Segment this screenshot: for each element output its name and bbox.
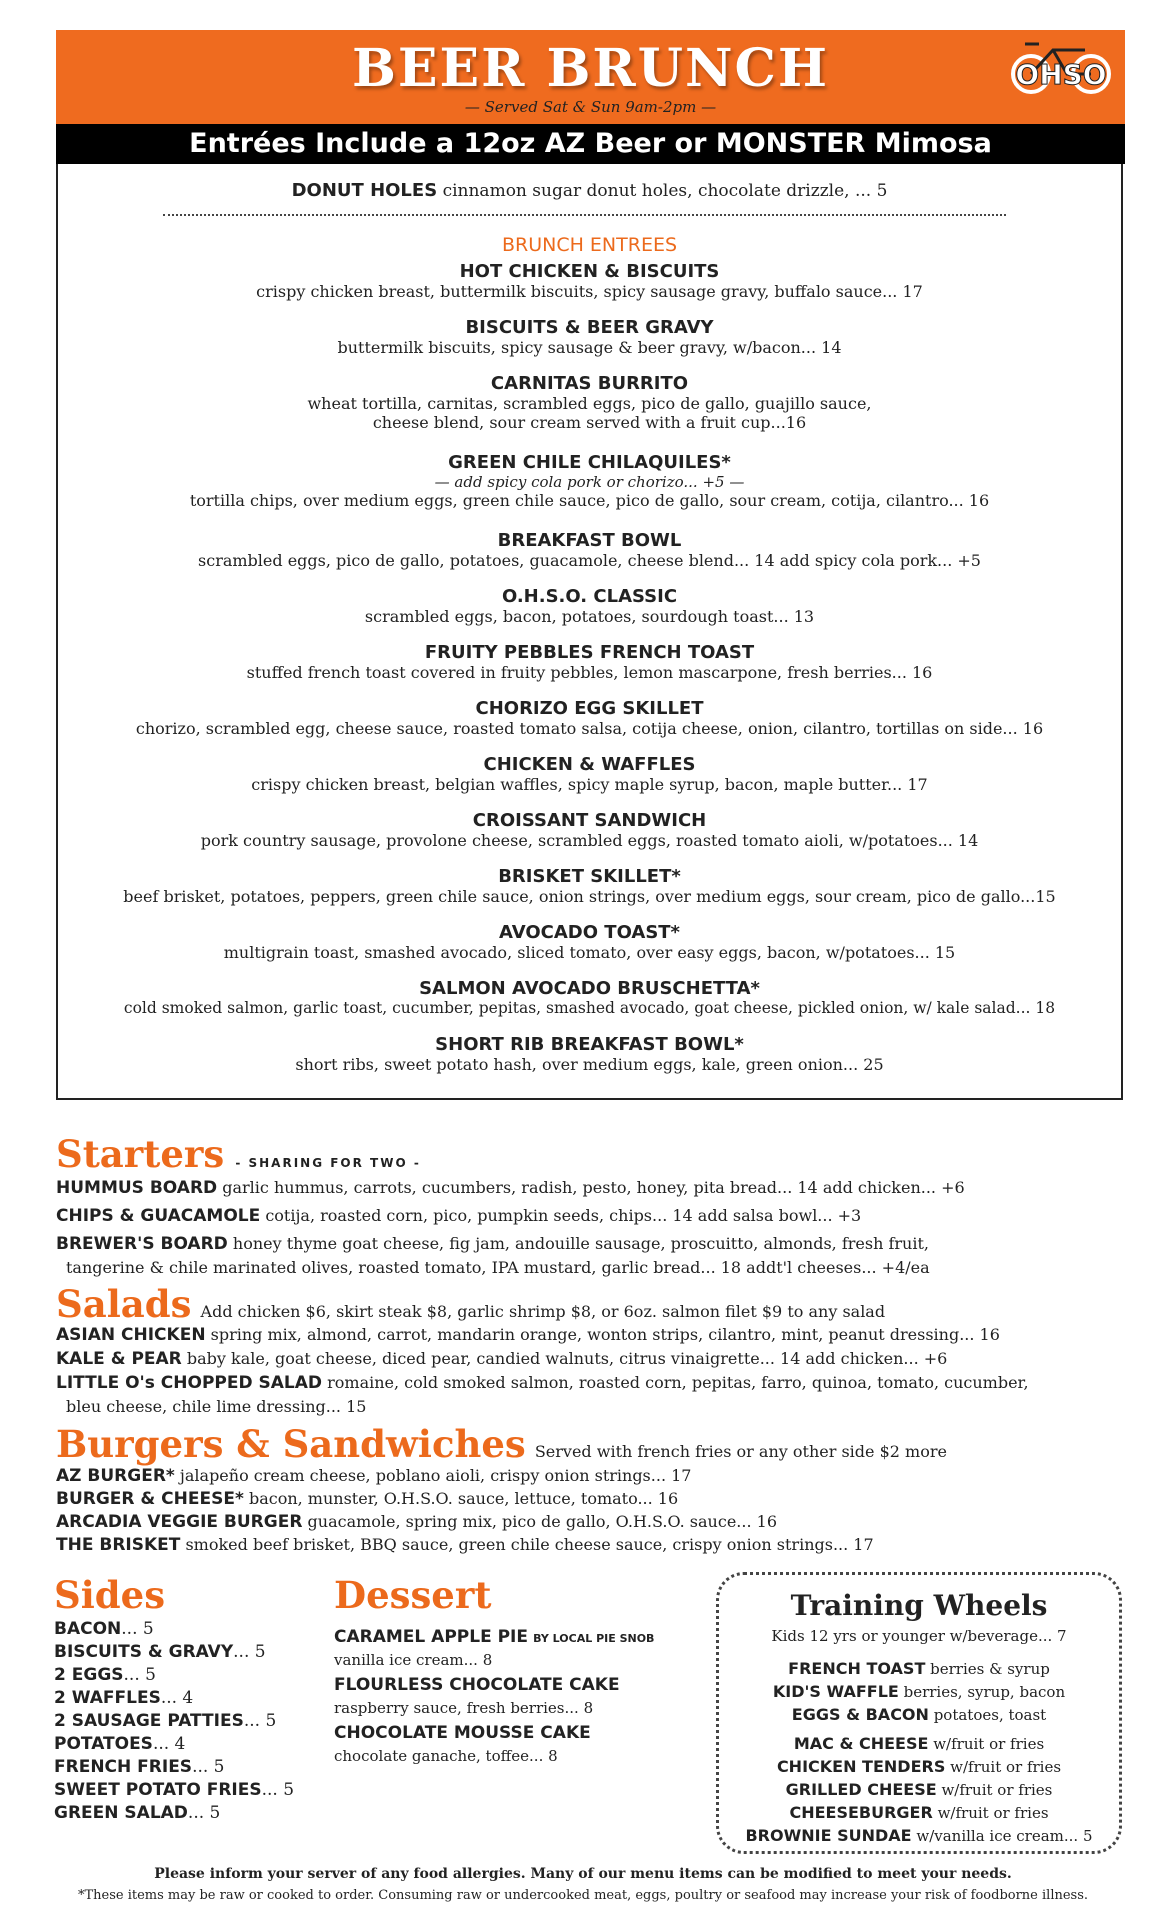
item-desc: honey thyme goat cheese, fig jam, andouille sausage, proscuitto, almonds, fresh fruit, bbox=[232, 1234, 929, 1253]
item-desc: romaine, cold smoked salmon, roasted corn, pepitas, farro, quinoa, tomato, cucumber, bbox=[327, 1373, 1029, 1392]
burgers-heading bbox=[56, 1422, 947, 1466]
kids-item bbox=[719, 1757, 1119, 1780]
menu-item bbox=[56, 1234, 929, 1254]
item-desc: w/fruit or fries bbox=[933, 1735, 1045, 1753]
item-desc: jalapeño cream cheese, poblano aioli, crispy onion strings... 17 bbox=[179, 1466, 692, 1485]
item-desc: cinnamon sugar donut holes, chocolate drizzle, ... 5 bbox=[442, 181, 888, 201]
side-item bbox=[54, 1757, 294, 1780]
ohso-bicycle-logo-icon bbox=[1005, 36, 1117, 98]
raw-food-disclaimer: *These items may be raw or cooked to order. Consuming raw or undercooked meat, eggs, poultry or seafood may increase your risk of foodborne illness. bbox=[77, 1888, 1089, 1903]
side-item bbox=[54, 1734, 294, 1757]
item-name: BREWER'S BOARD bbox=[56, 1234, 228, 1254]
item-name: FLOURLESS CHOCOLATE CAKE bbox=[334, 1675, 620, 1695]
item-name: BACON bbox=[54, 1619, 122, 1639]
section-note: Served with french fries or any other side $2 more bbox=[534, 1442, 947, 1461]
item-desc: multigrain toast, smashed avocado, sliced tomato, over easy eggs, bacon, w/potatoes... 15 bbox=[223, 943, 956, 962]
item-name: KALE & PEAR bbox=[56, 1349, 182, 1369]
item-name: MAC & CHEESE bbox=[793, 1734, 929, 1753]
item-name: SALMON AVOCADO BRUSCHETTA* bbox=[419, 978, 760, 999]
item-name: AZ BURGER* bbox=[56, 1466, 175, 1486]
item-desc: berries, syrup, bacon bbox=[903, 1683, 1066, 1701]
item-desc: vanilla ice cream... 8 bbox=[334, 1651, 493, 1669]
item-name: AVOCADO TOAST* bbox=[499, 922, 680, 943]
item-name: CHIPS & GUACAMOLE bbox=[56, 1206, 261, 1226]
menu-item bbox=[58, 642, 1121, 682]
item-desc: buttermilk biscuits, spicy sausage & beer gravy, w/bacon... 14 bbox=[337, 338, 842, 357]
item-name: GRILLED CHEESE bbox=[785, 1780, 937, 1799]
item-name: GREEN CHILE CHILAQUILES* bbox=[448, 452, 731, 473]
item-desc-2: bleu cheese, chile lime dressing... 15 bbox=[66, 1397, 367, 1416]
side-item bbox=[54, 1665, 294, 1688]
item-name: BISCUITS & BEER GRAVY bbox=[465, 317, 714, 338]
item-price: ... 4 bbox=[160, 1688, 194, 1708]
menu-item bbox=[58, 978, 1121, 1017]
item-price: ... 5 bbox=[192, 1757, 225, 1777]
item-name: BRISKET SKILLET* bbox=[498, 866, 681, 887]
item-price: ... 5 bbox=[243, 1711, 277, 1731]
item-desc: scrambled eggs, bacon, potatoes, sourdough toast... 13 bbox=[364, 607, 815, 626]
menu-item bbox=[58, 452, 1121, 510]
kids-item bbox=[719, 1780, 1119, 1803]
item-desc: chorizo, scrambled egg, cheese sauce, roasted tomato salsa, cotija cheese, onion, cilantro, tortillas on side... 16 bbox=[135, 719, 1044, 738]
item-desc: scrambled eggs, pico de gallo, potatoes, guacamole, cheese blend... 14 add spicy cola pork... +5 bbox=[198, 551, 981, 570]
kids-item bbox=[719, 1734, 1119, 1757]
item-desc: potatoes, toast bbox=[933, 1706, 1047, 1724]
item-name: THE BRISKET bbox=[56, 1535, 181, 1555]
menu-item bbox=[58, 586, 1121, 626]
item-desc-2: tangerine & chile marinated olives, roasted tomato, IPA mustard, garlic bread... 18 addt'l cheeses... +4/ea bbox=[66, 1258, 930, 1277]
item-note: — add spicy cola pork or chorizo... +5 — bbox=[434, 473, 745, 491]
menu-item bbox=[58, 1034, 1121, 1074]
item-price: ... 5 bbox=[187, 1803, 221, 1823]
item-desc: berries & syrup bbox=[930, 1660, 1050, 1678]
item-desc: short ribs, sweet potato hash, over medium eggs, kale, green onion... 25 bbox=[295, 1055, 884, 1074]
item-name: BREAKFAST BOWL bbox=[497, 530, 682, 551]
donut-holes-item bbox=[58, 180, 1121, 201]
menu-item bbox=[58, 530, 1121, 570]
menu-item bbox=[56, 1325, 1000, 1345]
kids-note: Kids 12 yrs or younger w/beverage... 7 bbox=[771, 1627, 1067, 1645]
section-title: Salads bbox=[56, 1282, 192, 1326]
section-subtitle: - SHARING FOR TWO - bbox=[235, 1156, 421, 1170]
item-name: ARCADIA VEGGIE BURGER bbox=[56, 1512, 303, 1532]
menu-item bbox=[56, 1535, 874, 1555]
brunch-section-title: BRUNCH ENTREES bbox=[501, 234, 678, 256]
item-price: ... 5 bbox=[233, 1642, 266, 1662]
item-tag: BY LOCAL PIE SNOB bbox=[533, 1632, 655, 1645]
item-name: BISCUITS & GRAVY bbox=[54, 1642, 234, 1662]
item-desc: cotija, roasted corn, pico, pumpkin seeds, chips... 14 add salsa bowl... +3 bbox=[265, 1206, 862, 1225]
item-name: CARAMEL APPLE PIE bbox=[334, 1627, 528, 1647]
menu-header bbox=[56, 30, 1125, 125]
menu-item bbox=[58, 373, 1121, 432]
dessert-item bbox=[334, 1627, 694, 1651]
item-name: SWEET POTATO FRIES bbox=[54, 1780, 262, 1800]
menu-item bbox=[58, 317, 1121, 357]
section-note: Add chicken $6, skirt steak $8, garlic shrimp $8, or 6oz. salmon filet $9 to any salad bbox=[200, 1302, 886, 1321]
item-name: FRUITY PEBBLES FRENCH TOAST bbox=[424, 642, 755, 663]
item-price: ... 5 bbox=[121, 1619, 154, 1639]
item-price: ... 4 bbox=[152, 1734, 186, 1754]
item-name: ASIAN CHICKEN bbox=[56, 1325, 206, 1345]
side-item bbox=[54, 1642, 294, 1665]
menu-item bbox=[56, 1466, 691, 1486]
menu-title: BEER BRUNCH bbox=[351, 38, 830, 99]
svg-text:OHSO: OHSO bbox=[1015, 58, 1107, 91]
item-desc: pork country sausage, provolone cheese, scrambled eggs, roasted tomato aioli, w/potatoes... 14 bbox=[200, 831, 979, 850]
item-name: HOT CHICKEN & BISCUITS bbox=[459, 261, 720, 282]
side-item bbox=[54, 1619, 294, 1642]
kids-item bbox=[719, 1826, 1119, 1849]
item-name: 2 WAFFLES bbox=[54, 1688, 161, 1708]
item-desc: spring mix, almond, carrot, mandarin orange, wonton strips, cilantro, mint, peanut dressing... 16 bbox=[210, 1325, 1000, 1344]
item-desc: bacon, munster, O.H.S.O. sauce, lettuce, tomato... 16 bbox=[248, 1489, 679, 1508]
item-name: CHOCOLATE MOUSSE CAKE bbox=[334, 1723, 591, 1743]
entree-banner: Entrées Include a 12oz AZ Beer or MONSTER Mimosa bbox=[56, 124, 1125, 164]
kids-item bbox=[719, 1705, 1119, 1728]
dotted-divider bbox=[163, 214, 1006, 216]
item-name: KID'S WAFFLE bbox=[772, 1682, 899, 1701]
kids-item bbox=[719, 1682, 1119, 1705]
item-name: CHICKEN TENDERS bbox=[776, 1757, 946, 1776]
item-desc: chocolate ganache, toffee... 8 bbox=[334, 1747, 558, 1765]
item-name: 2 EGGS bbox=[54, 1665, 124, 1685]
section-title: Sides bbox=[54, 1573, 166, 1617]
item-desc: beef brisket, potatoes, peppers, green chile sauce, onion strings, over medium eggs, sour cream, pico de gallo...15 bbox=[123, 887, 1056, 906]
menu-item bbox=[58, 810, 1121, 850]
section-title: Training Wheels bbox=[790, 1589, 1048, 1622]
menu-item bbox=[56, 1349, 947, 1369]
item-desc: w/fruit or fries bbox=[941, 1781, 1053, 1799]
item-name: CHEESEBURGER bbox=[789, 1803, 933, 1822]
kids-menu-list bbox=[719, 1659, 1119, 1849]
menu-item bbox=[56, 1206, 861, 1226]
item-name: BURGER & CHEESE* bbox=[56, 1489, 244, 1509]
menu-item bbox=[58, 754, 1121, 794]
item-name: BROWNIE SUNDAE bbox=[745, 1826, 912, 1845]
item-name: HUMMUS BOARD bbox=[56, 1178, 218, 1198]
kids-item bbox=[719, 1659, 1119, 1682]
item-name: O.H.S.O. CLASSIC bbox=[501, 586, 678, 607]
salads-heading bbox=[56, 1282, 885, 1326]
item-desc: wheat tortilla, carnitas, scrambled eggs, pico de gallo, guajillo sauce, bbox=[307, 394, 872, 413]
item-price: ... 5 bbox=[123, 1665, 156, 1685]
brunch-box bbox=[56, 164, 1123, 1100]
item-name: EGGS & BACON bbox=[791, 1705, 929, 1724]
training-wheels-box bbox=[716, 1572, 1122, 1854]
menu-item bbox=[58, 866, 1121, 906]
dessert-section bbox=[334, 1573, 694, 1771]
menu-item bbox=[56, 1178, 965, 1198]
item-name: LITTLE O's CHOPPED SALAD bbox=[56, 1373, 323, 1393]
item-desc: cold smoked salmon, garlic toast, cucumber, pepitas, smashed avocado, goat cheese, pickled onion, w/ kale salad... 18 bbox=[123, 999, 1056, 1017]
section-title: Burgers & Sandwiches bbox=[56, 1422, 526, 1466]
item-name: CROISSANT SANDWICH bbox=[472, 810, 707, 831]
menu-hours: — Served Sat & Sun 9am-2pm — bbox=[464, 98, 717, 116]
item-desc: w/fruit or fries bbox=[950, 1758, 1062, 1776]
menu-item bbox=[56, 1512, 777, 1532]
item-desc: w/vanilla ice cream... 5 bbox=[916, 1827, 1093, 1845]
item-desc: w/fruit or fries bbox=[937, 1804, 1049, 1822]
menu-item bbox=[56, 1489, 678, 1509]
item-desc: garlic hummus, carrots, cucumbers, radish, pesto, honey, pita bread... 14 add chicken... +6 bbox=[222, 1178, 965, 1197]
item-desc: baby kale, goat cheese, diced pear, candied walnuts, citrus vinaigrette... 14 add chicken... +6 bbox=[186, 1349, 948, 1368]
menu-item bbox=[58, 698, 1121, 738]
menu-item bbox=[58, 922, 1121, 962]
item-desc-2: cheese blend, sour cream served with a fruit cup...16 bbox=[372, 413, 807, 432]
item-desc: guacamole, spring mix, pico de gallo, O.H.S.O. sauce... 16 bbox=[307, 1512, 777, 1531]
item-desc: raspberry sauce, fresh berries... 8 bbox=[334, 1699, 594, 1717]
item-name: FRENCH TOAST bbox=[788, 1659, 926, 1678]
item-desc: tortilla chips, over medium eggs, green chile sauce, pico de gallo, sour cream, cotija, cilantro... 16 bbox=[189, 491, 990, 510]
section-title: Starters bbox=[56, 1132, 225, 1176]
item-name: CHORIZO EGG SKILLET bbox=[475, 698, 704, 719]
starters-heading bbox=[56, 1132, 421, 1176]
side-item bbox=[54, 1688, 294, 1711]
item-name: SHORT RIB BREAKFAST BOWL* bbox=[435, 1034, 744, 1055]
side-item bbox=[54, 1803, 294, 1826]
item-name: DONUT HOLES bbox=[291, 180, 438, 201]
kids-item bbox=[719, 1803, 1119, 1826]
item-name: FRENCH FRIES bbox=[54, 1757, 193, 1777]
item-name: POTATOES bbox=[54, 1734, 153, 1754]
item-desc: stuffed french toast covered in fruity pebbles, lemon mascarpone, fresh berries... 16 bbox=[246, 663, 933, 682]
item-desc: crispy chicken breast, belgian waffles, spicy maple syrup, bacon, maple butter... 17 bbox=[251, 775, 928, 794]
item-name: CARNITAS BURRITO bbox=[490, 373, 689, 394]
item-name: CHICKEN & WAFFLES bbox=[483, 754, 696, 775]
menu-item bbox=[58, 261, 1121, 301]
section-title: Dessert bbox=[334, 1573, 492, 1617]
side-item bbox=[54, 1711, 294, 1734]
item-desc: crispy chicken breast, buttermilk biscuits, spicy sausage gravy, buffalo sauce... 17 bbox=[256, 282, 923, 301]
menu-item bbox=[56, 1373, 1029, 1393]
item-name: GREEN SALAD bbox=[54, 1803, 188, 1823]
item-price: ... 5 bbox=[261, 1780, 295, 1800]
sides-section bbox=[54, 1573, 294, 1826]
item-name: 2 SAUSAGE PATTIES bbox=[54, 1711, 244, 1731]
allergy-notice: Please inform your server of any food allergies. Many of our menu items can be modified to meet your needs. bbox=[154, 1866, 1012, 1882]
side-item bbox=[54, 1780, 294, 1803]
item-desc: smoked beef brisket, BBQ sauce, green chile cheese sauce, crispy onion strings... 17 bbox=[185, 1535, 874, 1554]
